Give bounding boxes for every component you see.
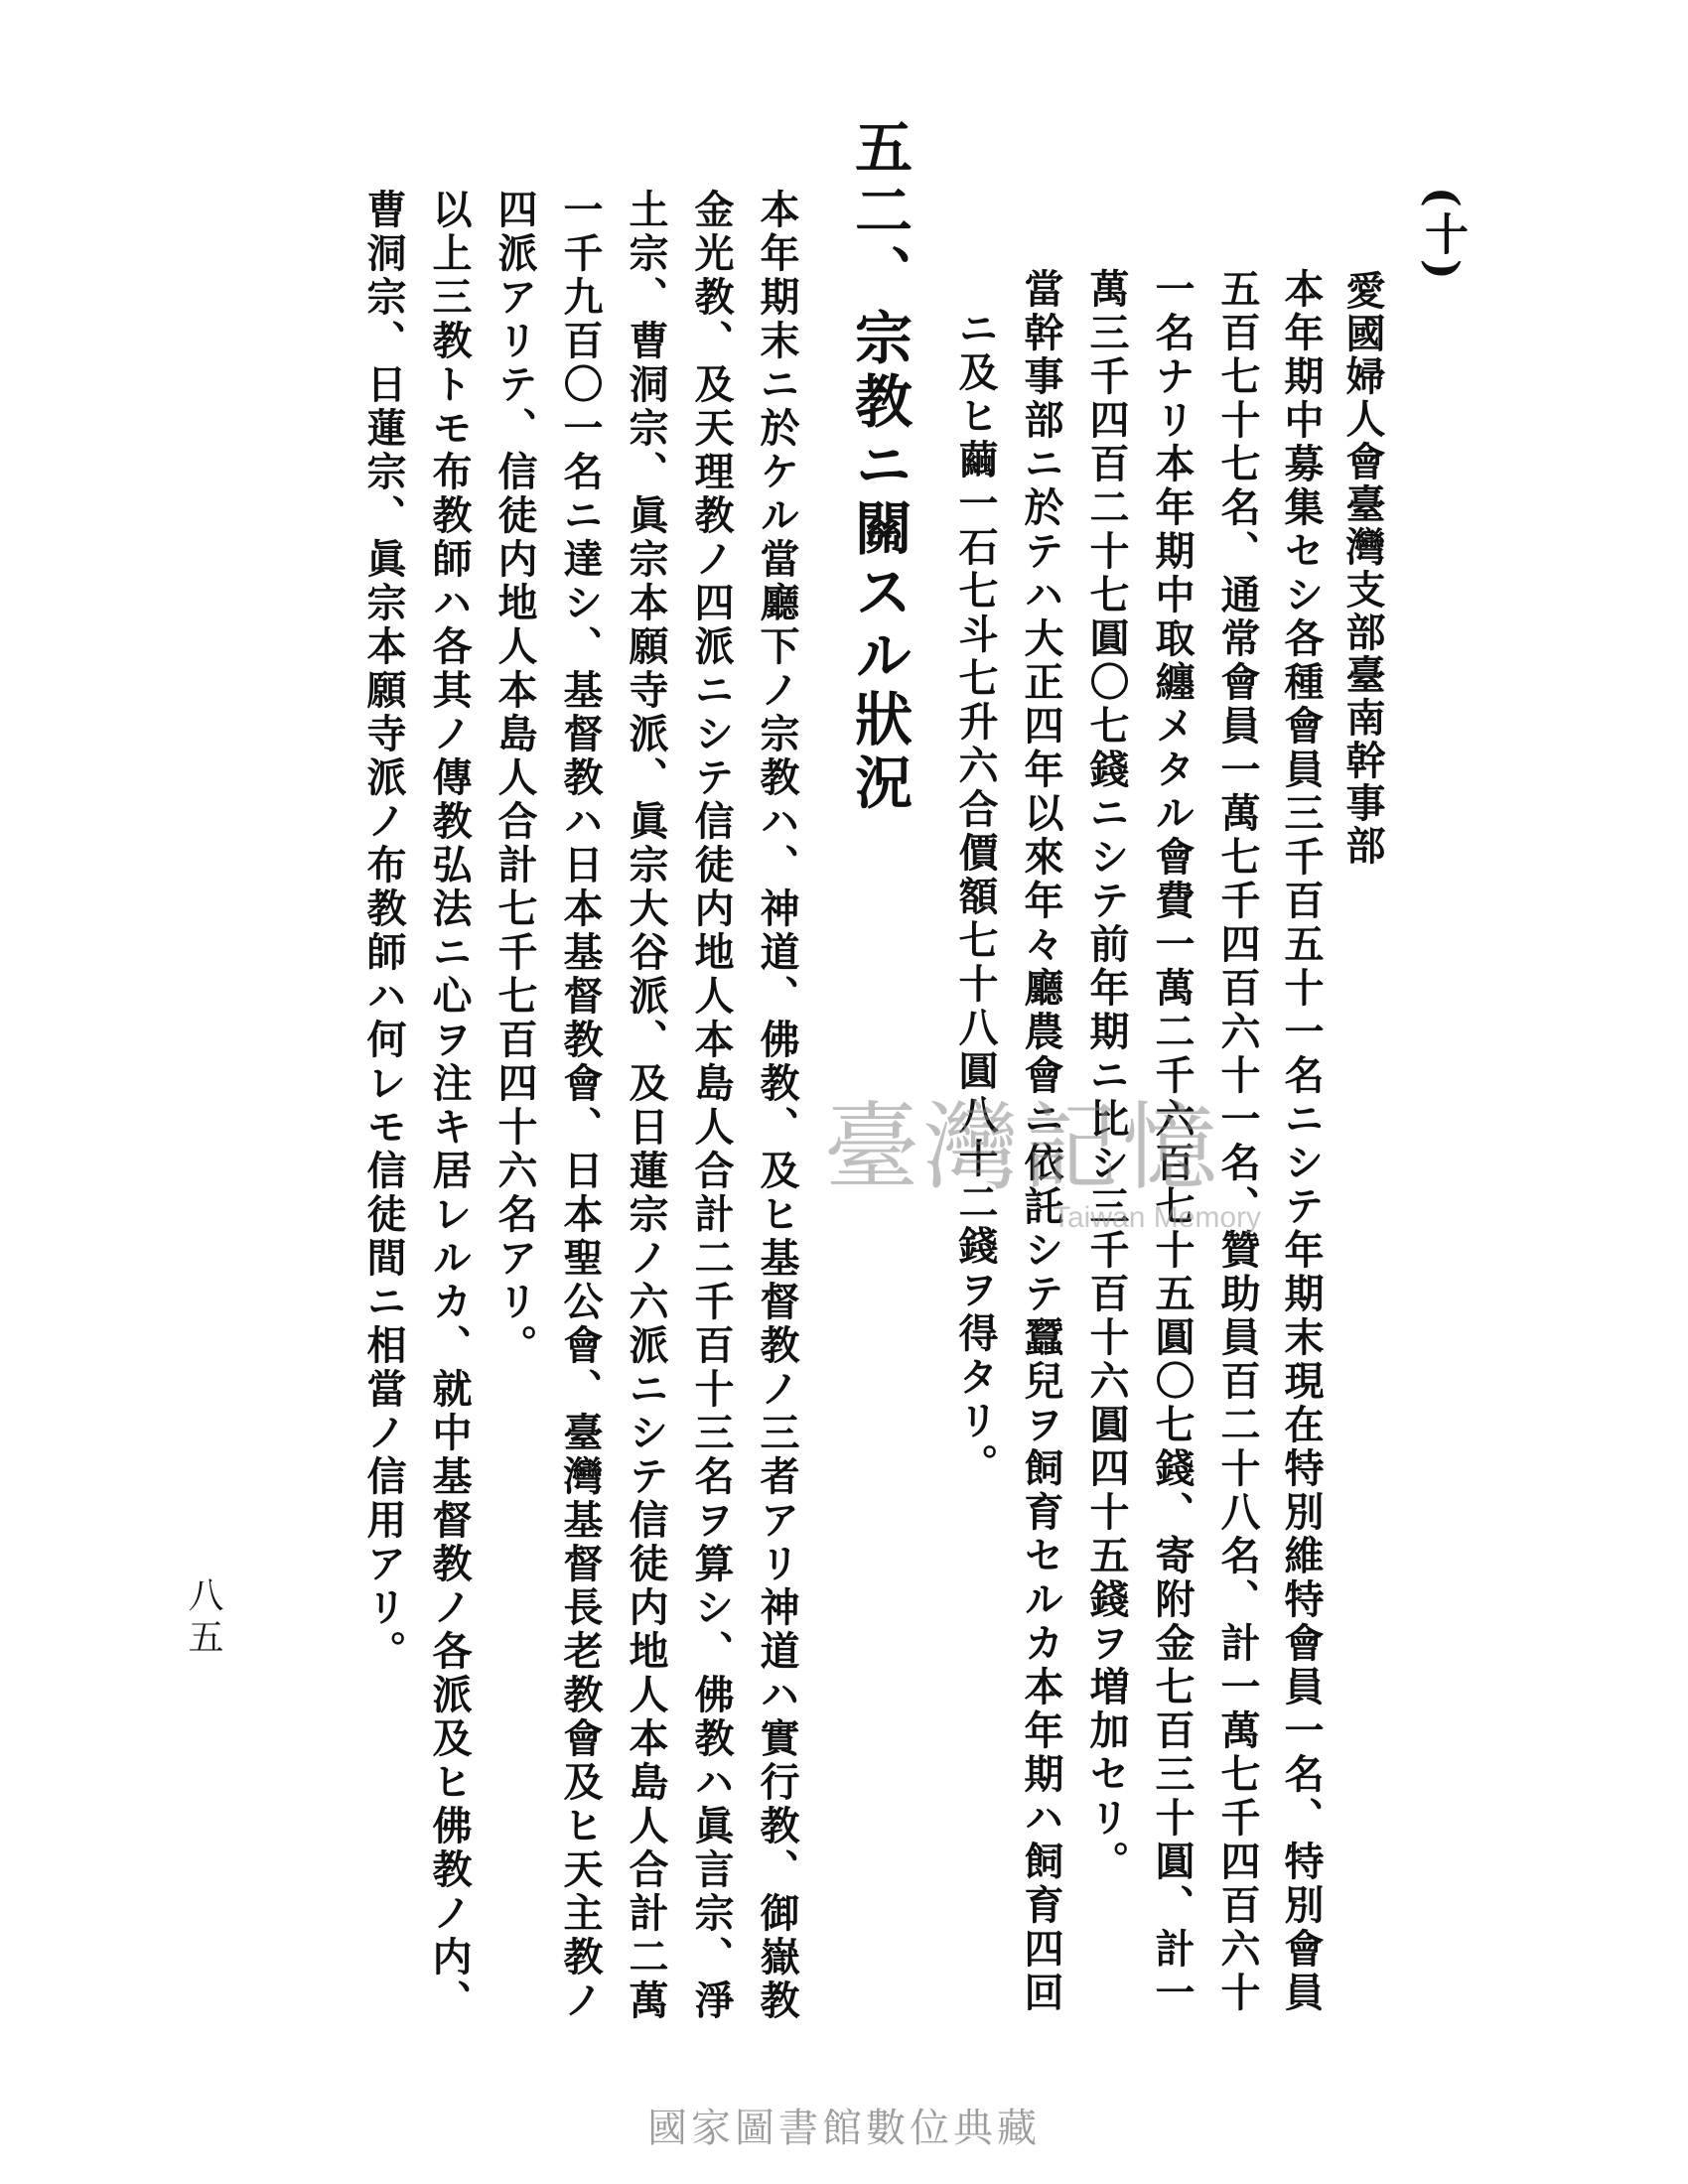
paragraph-1-line-4: 萬三千四百二十七圓〇七錢ニシテ前年期ニ比シ三千百十六圓四十五錢ヲ増加セリ。 [1083, 268, 1130, 1884]
page-number: 八五 [183, 1576, 223, 1660]
section-heading: 五二、宗教ニ關スル狀況 [845, 117, 913, 816]
paragraph-4-line-2: 曹洞宗、日蓮宗、眞宗本願寺派ノ布教師ハ何レモ信徒間ニ相當ノ信用アリ。 [360, 189, 407, 1674]
section-marker: (十) [1417, 187, 1468, 284]
footer-caption: 國家圖書館數位典藏 [647, 2106, 1041, 2151]
paragraph-2-line-2: ニ及ヒ繭一石七斗七升六合價額七十八圓八十二錢ヲ得タリ。 [952, 308, 999, 1487]
paragraph-3-line-2: 金光教、及天理教ノ四派ニシテ信徒内地人本島人合計二千百十三名ヲ算シ、佛教ハ眞言宗、淨 [688, 189, 735, 2023]
paragraph-1-line-1: 本年期中募集セシ各種會員三千百五十一名ニシテ年期末現在特別維特會員一名、特別會員 [1278, 268, 1325, 2015]
paragraph-3-line-5: 四派アリテ、信徒内地人本島人合計七千七百四十六名アリ。 [492, 189, 538, 1368]
paragraph-2-line-1: 當幹事部ニ於テハ大正四年以來年々廳農會ニ依託シテ蠶兒ヲ飼育セルカ本年期ハ飼育四回 [1018, 268, 1064, 2015]
paragraph-3-line-1: 本年期末ニ於ケル當廳下ノ宗教ハ、神道、佛教、及ヒ基督教ノ三者アリ神道ハ實行教、御嶽教 [754, 189, 800, 2023]
paragraph-4-line-1: 以上三教トモ布教師ハ各其ノ傳教弘法ニ心ヲ注キ居レルカ、就中基督教ノ各派及ヒ佛教ノ内、 [426, 189, 473, 2023]
paragraph-1-line-2: 五百七十七名、通常會員一萬七千四百六十一名、贊助員百二十八名、計一萬七千四百六十 [1214, 268, 1261, 2015]
paragraph-1-line-3: 一名ナリ本年期中取纏メタル會費一萬二千六百七十五圓〇七錢、寄附金七百三十圓、計一 [1149, 268, 1196, 2015]
subsection-title: 愛國婦人會臺灣支部臺南幹事部 [1339, 270, 1386, 868]
watermark-subtitle: Taiwan Memory [1053, 1201, 1262, 1234]
paragraph-3-line-4: 一千九百〇一名ニ達シ、基督教ハ日本基督教會、日本聖公會、臺灣基督長老教會及ヒ天主教ノ [557, 189, 604, 2023]
watermark-title: 臺灣記憶 [824, 1092, 1221, 1203]
paragraph-3-line-3: 土宗、曹洞宗、眞宗本願寺派、眞宗大谷派、及日蓮宗ノ六派ニシテ信徒内地人本島人合計二萬 [623, 189, 669, 2023]
